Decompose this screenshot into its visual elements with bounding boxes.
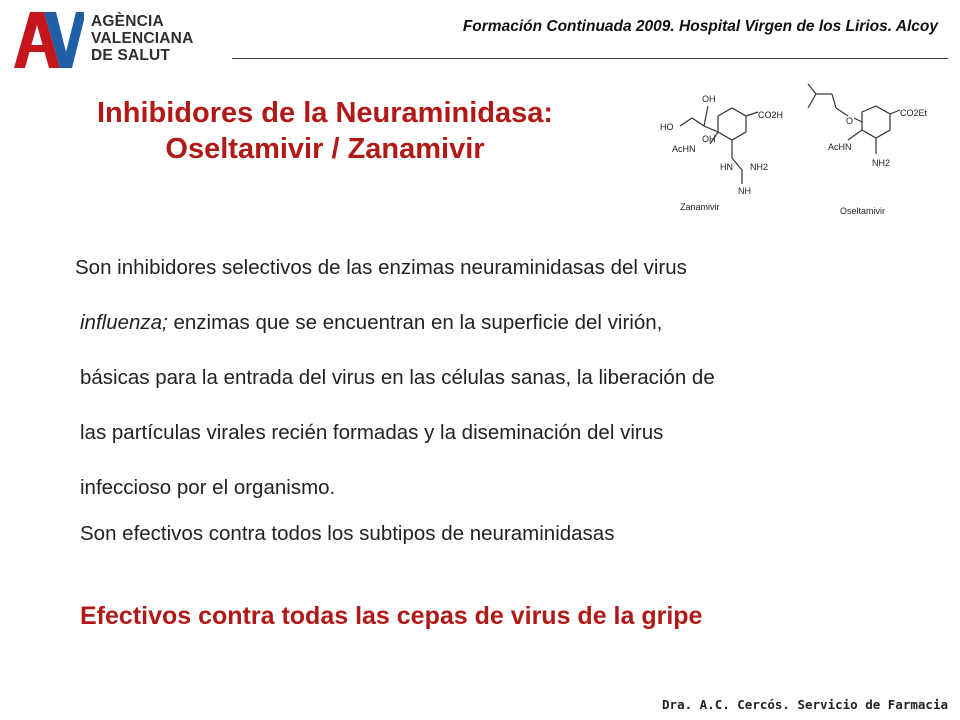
slide-title-line-1: Inhibidores de la Neuraminidasa: — [96, 97, 554, 129]
description-line-1: Son inhibidores selectivos de las enzimas neuraminidasas del virus — [75, 256, 687, 279]
description-line-2 — [80, 295, 930, 350]
zanamivir-label-oh: OH — [702, 134, 716, 144]
logo-line-2: VALENCIANA — [91, 30, 194, 47]
zanamivir-label-ho: HO — [660, 122, 674, 132]
description-line-4: las partículas virales recién formadas y la diseminación del virus — [80, 421, 664, 444]
zanamivir-label-oh-top: OH — [702, 94, 716, 104]
description-italic-term: influenza; — [80, 311, 168, 334]
header-title: Formación Continuada 2009. Hospital Virgen de los Lirios. Alcoy — [462, 18, 938, 35]
oseltamivir-structure — [808, 84, 900, 154]
subtypes-paragraph: Son efectivos contra todos los subtipos de neuraminidasas — [80, 522, 615, 545]
oseltamivir-label-achn: AcHN — [828, 142, 852, 152]
oseltamivir-label-co2et: CO2Et — [900, 108, 928, 118]
zanamivir-label-nh2: NH2 — [750, 162, 769, 172]
description-line-2-rest: enzimas que se encuentran en la superficie del virión, — [167, 311, 663, 334]
logo-text — [91, 13, 193, 64]
av-logo-icon — [14, 12, 84, 68]
zanamivir-label-hn: HN — [720, 162, 733, 172]
molecule-structures — [640, 78, 940, 223]
oseltamivir-label-nh2: NH2 — [872, 158, 891, 168]
agency-logo — [14, 10, 214, 70]
zanamivir-caption: Zanamivir — [680, 202, 720, 212]
slide-title-line-2: Oseltamivir / Zanamivir — [165, 133, 485, 165]
oseltamivir-caption: Oseltamivir — [840, 206, 886, 216]
zanamivir-label-co2h: CO2H — [758, 110, 784, 120]
highlight-statement: Efectivos contra todas las cepas de virus de la gripe — [80, 602, 703, 630]
description-line-5: infeccioso por el organismo. — [80, 476, 336, 499]
zanamivir-label-achn: AcHN — [672, 144, 696, 154]
molecule-diagram — [640, 78, 940, 223]
oseltamivir-label-o: O — [846, 116, 854, 126]
footer-author: Dra. A.C. Cercós. Servicio de Farmacia — [662, 697, 948, 712]
slide-title — [20, 95, 630, 167]
logo-line-1: AGÈNCIA — [91, 13, 164, 30]
header-divider — [232, 58, 948, 59]
description-line-3: básicas para la entrada del virus en las células sanas, la liberación de — [80, 366, 715, 389]
logo-line-3: DE SALUT — [91, 47, 171, 64]
zanamivir-label-nh: NH — [738, 186, 751, 196]
description-paragraph — [75, 240, 930, 515]
